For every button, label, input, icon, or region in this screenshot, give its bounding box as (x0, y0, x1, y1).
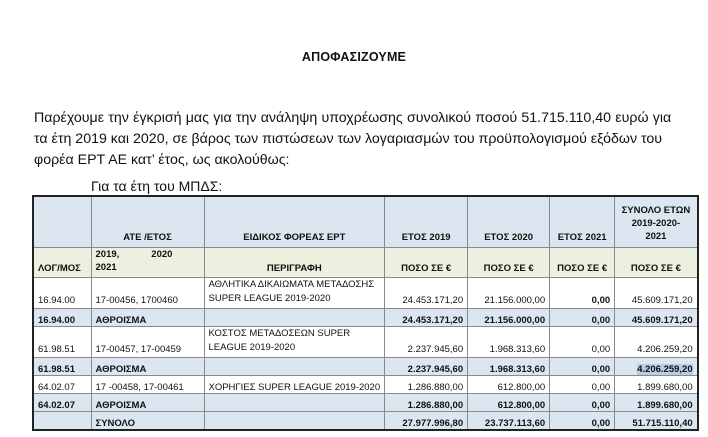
amount-2021: 0,00 (550, 327, 615, 358)
grand-total-label: ΣΥΝΟΛΟ (91, 412, 204, 431)
header-ate-year: ΑΤΕ /ΕΤΟΣ (91, 196, 204, 248)
header-year-2020: ΕΤΟΣ 2020 (468, 196, 550, 248)
grand-total-all: 51.715.110,40 (615, 412, 698, 431)
paragraph-line-2: τα έτη 2019 και 2020, σε βάρος των πιστώσεων των λογαριασμών του προϋπολογισμού εξόδων του (34, 131, 663, 147)
subtotal-label: ΑΘΡΟΙΣΜΑ (91, 394, 204, 412)
table-row (33, 376, 698, 394)
paragraph-line-3: φορέα ΕΡΤ ΑΕ κατ’ έτος, ως ακολούθως: (34, 152, 290, 168)
grand-total-2020: 23.737.113,60 (468, 412, 550, 431)
amount-2021: 0,00 (550, 394, 615, 412)
account-code: 64.02.07 (33, 376, 91, 394)
account-code: 16.94.00 (33, 309, 91, 327)
header-amount-total: ΠΟΣΟ ΣΕ € (615, 248, 698, 278)
header-years-line-1 (96, 248, 200, 261)
amount-2020: 1.968.313,60 (468, 327, 550, 358)
description: ΧΟΡΗΓΙΕΣ SUPER LEAGUE 2019-2020 (204, 376, 385, 394)
account-code: 16.94.00 (33, 278, 91, 309)
header-year-2019: ΕΤΟΣ 2019 (385, 196, 468, 248)
grand-total-2021: 0,00 (550, 412, 615, 431)
subtotal-row (33, 358, 698, 376)
account-code: 61.98.51 (33, 358, 91, 376)
amount-2021: 0,00 (550, 358, 615, 376)
header-years-list (91, 248, 204, 278)
amount-2019: 24.453.171,20 (385, 309, 468, 327)
amount-total: 1.899.680,00 (615, 394, 698, 412)
account-code (33, 412, 91, 431)
table-row (33, 327, 698, 358)
amount-2019: 24.453.171,20 (385, 278, 468, 309)
description-line-1: ΑΘΛΗΤΙΚΑ ΔΙΚΑΙΩΜΑΤΑ ΜΕΤΑΔΟΣΗΣ (208, 279, 375, 290)
paragraph-line-1: Παρέχουμε την έγκρισή μας για την ανάληψη υποχρέωσης συνολικού ποσού 51.715.110,40 ευρώ για (34, 110, 672, 126)
grand-total-row (33, 412, 698, 431)
header-year-b: 2020 (151, 249, 173, 260)
amount-2021: 0,00 (550, 278, 615, 309)
amount-2021: 0,00 (550, 376, 615, 394)
description (204, 278, 385, 309)
amount-2020: 1.968.313,60 (468, 358, 550, 376)
amount-total: 45.609.171,20 (615, 278, 698, 309)
amount-2020: 612.800,00 (468, 376, 550, 394)
header-account: ΛΟΓ/ΜΟΣ (33, 248, 91, 278)
table-row (33, 278, 698, 309)
description (204, 327, 385, 358)
subtotal-label: ΑΘΡΟΙΣΜΑ (91, 309, 204, 327)
header-total-line-1: ΣΥΝΟΛΟ ΕΤΩΝ (621, 205, 691, 216)
amount-2020: 21.156.000,00 (468, 278, 550, 309)
header-amount-2020: ΠΟΣΟ ΣΕ € (468, 248, 550, 278)
description-line-1: ΚΟΣΤΟΣ ΜΕΤΑΔΟΣΕΩΝ SUPER (208, 328, 351, 339)
header-year-2021: ΕΤΟΣ 2021 (550, 196, 615, 248)
grand-total-2019: 27.977.996,80 (385, 412, 468, 431)
description-line-2: SUPER LEAGUE 2019-2020 (208, 293, 331, 304)
amount-2019: 2.237.945,60 (385, 358, 468, 376)
amount-2019: 2.237.945,60 (385, 327, 468, 358)
ate-codes: 17-00457, 17-00459 (91, 327, 204, 358)
subtotal-row (33, 394, 698, 412)
header-year-c: 2021 (95, 262, 117, 273)
ate-codes: 17 -00458, 17-00461 (91, 376, 204, 394)
header-total-years (615, 196, 698, 248)
description (204, 358, 385, 376)
header-row-2 (33, 248, 698, 278)
amount-total-selected[interactable] (615, 358, 698, 376)
approval-paragraph (34, 108, 674, 171)
header-total-line-3: 2021 (645, 231, 667, 242)
header-amount-2019: ΠΟΣΟ ΣΕ € (385, 248, 468, 278)
description (204, 309, 385, 327)
header-special-entity: ΕΙΔΙΚΟΣ ΦΟΡΕΑΣ ΕΡΤ (204, 196, 385, 248)
amount-total: 4.206.259,20 (615, 327, 698, 358)
description-line-2: LEAGUE 2019-2020 (208, 342, 296, 353)
account-code: 61.98.51 (33, 327, 91, 358)
header-row-1 (33, 196, 698, 248)
header-empty-cell (33, 196, 91, 248)
budget-table (32, 195, 699, 431)
description (204, 394, 385, 412)
selected-text: 4.206.259,20 (637, 364, 693, 375)
subtotal-label: ΑΘΡΟΙΣΜΑ (91, 358, 204, 376)
account-code: 64.02.07 (33, 394, 91, 412)
header-year-a: 2019, (95, 249, 120, 260)
decision-title: ΑΠΟΦΑΣΙΖΟΥΜΕ (301, 50, 407, 64)
amount-2021: 0,00 (550, 309, 615, 327)
amount-2019: 1.286.880,00 (385, 376, 468, 394)
amount-2020: 612.800,00 (468, 394, 550, 412)
amount-2020: 21.156.000,00 (468, 309, 550, 327)
amount-total: 1.899.680,00 (615, 376, 698, 394)
description (204, 412, 385, 431)
mpds-subheading: Για τα έτη του ΜΠΔΣ: (91, 178, 223, 194)
ate-codes: 17-00456, 1700460 (91, 278, 204, 309)
subtotal-row (33, 309, 698, 327)
header-description: ΠΕΡΙΓΡΑΦΗ (204, 248, 385, 278)
amount-total: 45.609.171,20 (615, 309, 698, 327)
header-total-line-2: 2019-2020- (631, 218, 681, 229)
header-amount-2021: ΠΟΣΟ ΣΕ € (550, 248, 615, 278)
amount-2019: 1.286.880,00 (385, 394, 468, 412)
